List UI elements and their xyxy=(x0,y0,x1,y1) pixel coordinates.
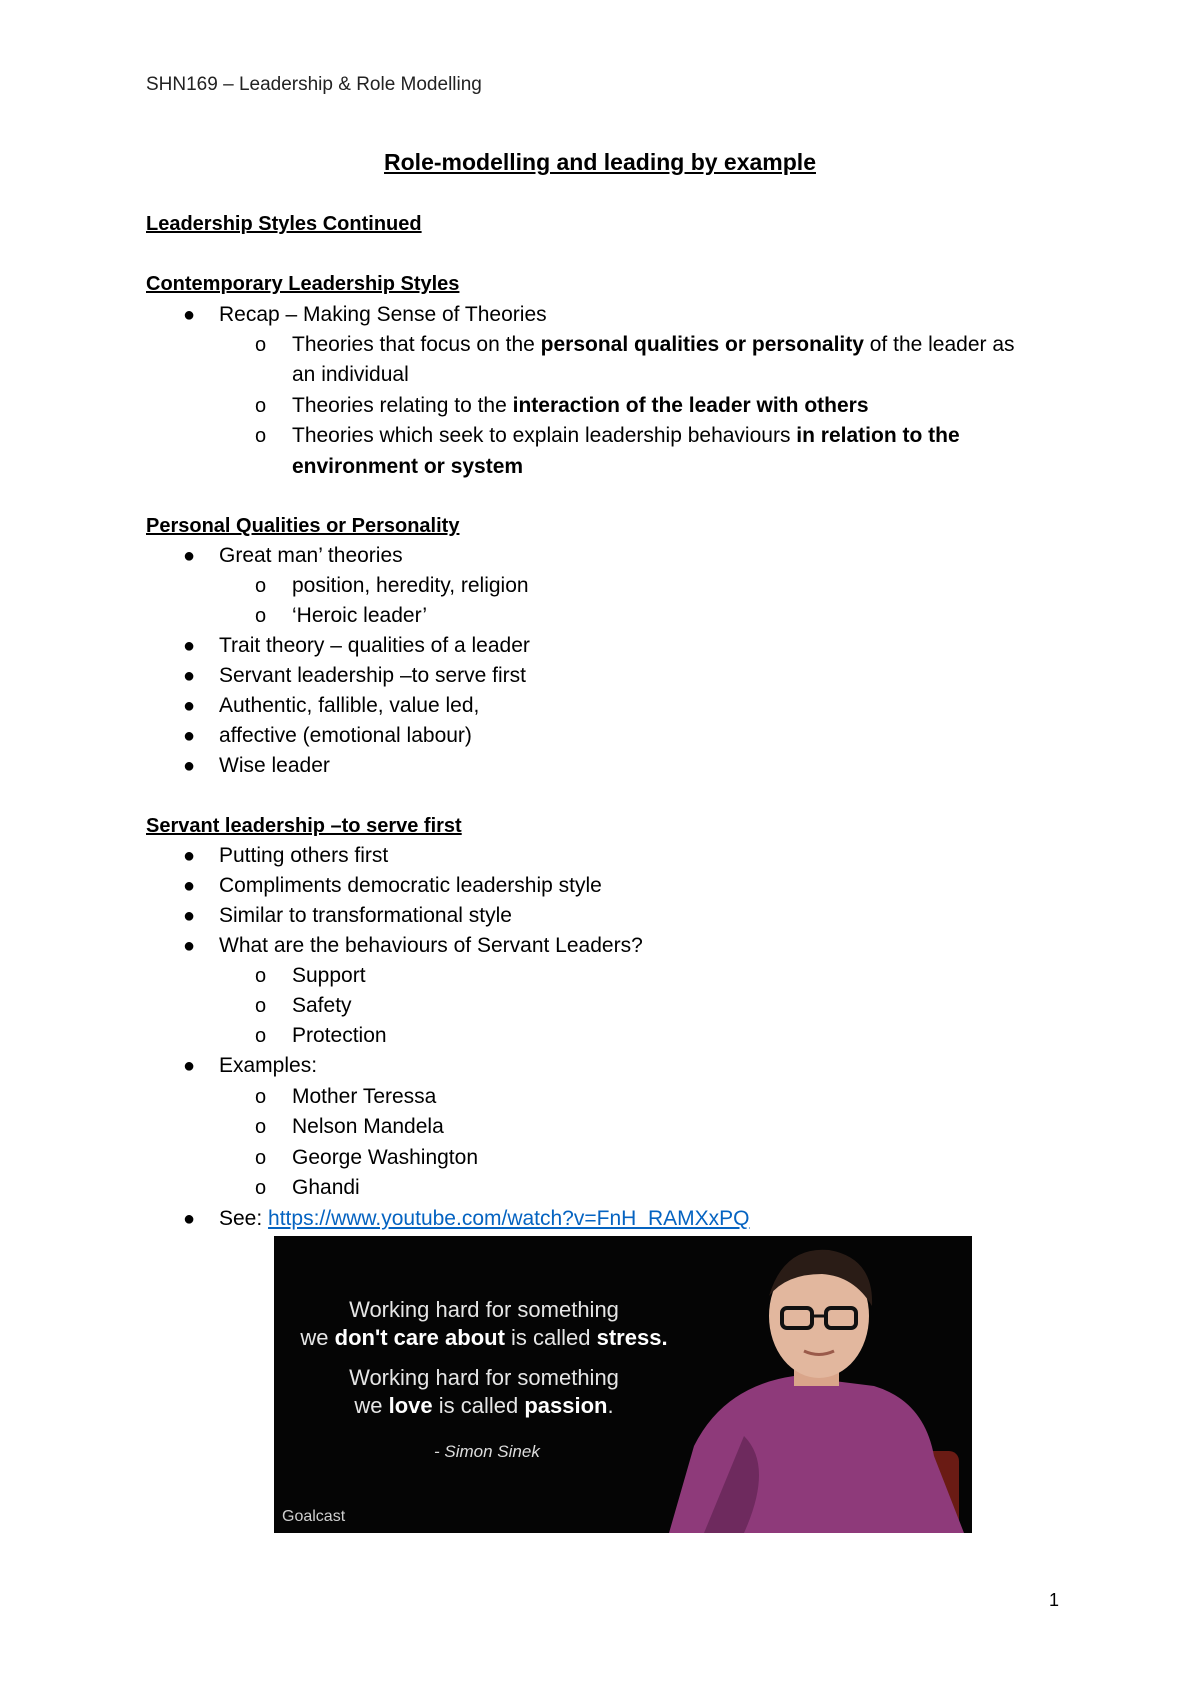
list-item: affective (emotional labour) xyxy=(219,724,472,747)
list-item: Recap – Making Sense of Theories xyxy=(219,303,547,326)
circle-bullet-icon: o xyxy=(255,1086,267,1108)
page-header: SHN169 – Leadership & Role Modelling xyxy=(146,74,482,95)
bullet-icon: ● xyxy=(182,875,196,897)
list-subitem: ‘Heroic leader’ xyxy=(292,604,428,627)
circle-bullet-icon: o xyxy=(255,605,267,627)
heading-personal-qualities: Personal Qualities or Personality xyxy=(146,515,460,537)
list-item: Putting others first xyxy=(219,844,389,867)
list-subitem-continued: environment or system xyxy=(292,455,524,478)
circle-bullet-icon: o xyxy=(255,1177,267,1199)
bullet-icon: ● xyxy=(182,935,196,957)
list-subitem: Mother Teressa xyxy=(292,1085,437,1108)
list-subitem: Ghandi xyxy=(292,1176,360,1199)
bullet-icon: ● xyxy=(182,695,196,717)
goalcast-logo: Goalcast xyxy=(282,1508,346,1525)
quote-image xyxy=(274,1236,972,1533)
page-number: 1 xyxy=(1049,1590,1060,1610)
list-item: Similar to transformational style xyxy=(219,904,512,927)
heading-servant-leadership: Servant leadership –to serve first xyxy=(146,815,462,837)
list-subitem: Protection xyxy=(292,1024,387,1047)
list-item-see: See: https://www.youtube.com/watch?v=FnH_RAMXxPQ xyxy=(219,1207,750,1230)
list-item: Wise leader xyxy=(219,754,330,777)
circle-bullet-icon: o xyxy=(255,965,267,987)
list-subitem: Theories which seek to explain leadership behaviours in relation to the xyxy=(292,424,960,447)
circle-bullet-icon: o xyxy=(255,575,267,597)
list-item: Authentic, fallible, value led, xyxy=(219,694,480,717)
list-item: Trait theory – qualities of a leader xyxy=(219,634,530,657)
circle-bullet-icon: o xyxy=(255,995,267,1017)
list-subitem: Theories relating to the interaction of the leader with others xyxy=(292,394,869,417)
list-item: Compliments democratic leadership style xyxy=(219,874,602,897)
bullet-icon: ● xyxy=(182,665,196,687)
circle-bullet-icon: o xyxy=(255,1025,267,1047)
heading-leadership-styles: Leadership Styles Continued xyxy=(146,213,422,235)
circle-bullet-icon: o xyxy=(255,425,267,447)
bullet-icon: ● xyxy=(182,635,196,657)
quote-attribution: - Simon Sinek xyxy=(434,1442,540,1461)
circle-bullet-icon: o xyxy=(255,395,267,417)
bullet-icon: ● xyxy=(182,905,196,927)
list-item: Great man’ theories xyxy=(219,544,403,567)
youtube-link[interactable]: https://www.youtube.com/watch?v=FnH_RAMXxPQ xyxy=(268,1207,750,1230)
bullet-icon: ● xyxy=(182,725,196,747)
bullet-icon: ● xyxy=(182,1055,196,1077)
list-subitem: position, heredity, religion xyxy=(292,574,529,597)
list-subitem: Theories that focus on the personal qualities or personality of the leader as xyxy=(292,333,1015,356)
list-item: Examples: xyxy=(219,1054,318,1077)
bullet-icon: ● xyxy=(182,845,196,867)
quote-text: Working hard for something we don't care about is called stress. Working hard for something we love is called passion. xyxy=(300,1297,668,1418)
list-subitem-continued: an individual xyxy=(292,363,409,386)
document-title: Role-modelling and leading by example xyxy=(384,149,816,175)
circle-bullet-icon: o xyxy=(255,1147,267,1169)
list-subitem: Support xyxy=(292,964,366,987)
bullet-icon: ● xyxy=(182,304,196,326)
list-subitem: Safety xyxy=(292,994,352,1017)
list-item: Servant leadership –to serve first xyxy=(219,664,526,687)
list-subitem: George Washington xyxy=(292,1146,478,1169)
circle-bullet-icon: o xyxy=(255,334,267,356)
bullet-icon: ● xyxy=(182,1208,196,1230)
bullet-icon: ● xyxy=(182,545,196,567)
heading-contemporary: Contemporary Leadership Styles xyxy=(146,273,460,295)
list-item: What are the behaviours of Servant Leaders? xyxy=(219,934,643,957)
circle-bullet-icon: o xyxy=(255,1116,267,1138)
bullet-icon: ● xyxy=(182,755,196,777)
list-subitem: Nelson Mandela xyxy=(292,1115,444,1138)
